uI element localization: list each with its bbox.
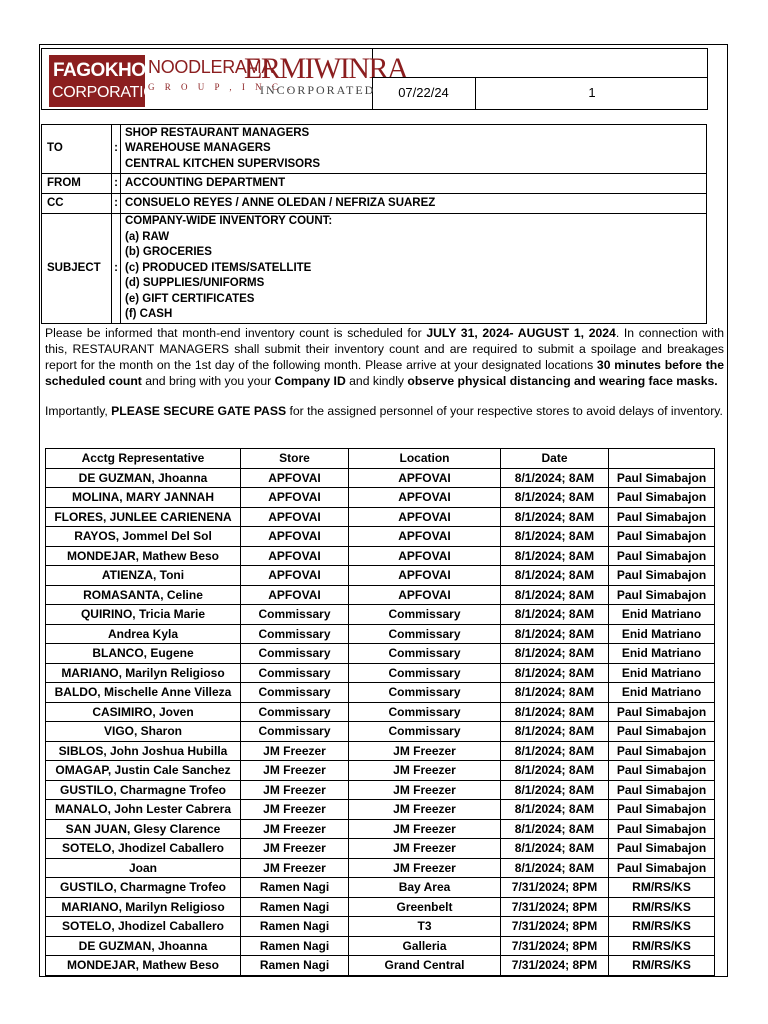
location-cell: Commissary [349, 644, 501, 664]
location-cell: Commissary [349, 663, 501, 683]
table-row [46, 702, 715, 722]
subject-row [42, 214, 707, 324]
location-cell: Galleria [349, 936, 501, 956]
paragraph-gate-pass: Importantly, PLEASE SECURE GATE PASS for the assigned personnel of your respective stores to avoid delays of inventory. [45, 404, 723, 418]
date-cell: 7/31/2024; 8PM [501, 917, 609, 937]
table-row [46, 624, 715, 644]
date-cell: 8/1/2024; 8AM [501, 819, 609, 839]
table-row [46, 488, 715, 508]
subject-label: SUBJECT [42, 214, 112, 324]
store-cell: Commissary [241, 702, 349, 722]
store-cell: APFOVAI [241, 468, 349, 488]
date-cell: 8/1/2024; 8AM [501, 858, 609, 878]
col-header-store: Store [241, 449, 349, 469]
store-cell: Commissary [241, 605, 349, 625]
date-cell: 8/1/2024; 8AM [501, 585, 609, 605]
paragraph-schedule: Please be informed that month-end inventory count is scheduled for JULY 31, 2024- AUGUST 1, 2024. In connection with this, RESTAURANT MANAGERS shall submit their inventory count and are required to submit a spoilage and breakages report for the month on the 1st day of the following month. Please arrive at your designated locations 30 minutes before the scheduled count and bring with you your Company ID and kindly observe physical distancing and wearing face masks. [45, 326, 724, 388]
rep-cell: SIBLOS, John Joshua Hubilla [46, 741, 241, 761]
from-row [42, 174, 707, 194]
rep-cell: SAN JUAN, Glesy Clarence [46, 819, 241, 839]
store-cell: JM Freezer [241, 858, 349, 878]
memo-header [41, 48, 708, 110]
location-cell: JM Freezer [349, 780, 501, 800]
location-cell: Commissary [349, 722, 501, 742]
store-cell: JM Freezer [241, 741, 349, 761]
location-cell: Grand Central [349, 956, 501, 976]
col-header-supervisor [609, 449, 715, 469]
store-cell: Ramen Nagi [241, 956, 349, 976]
rep-cell: MANALO, John Lester Cabrera [46, 800, 241, 820]
location-cell: Bay Area [349, 878, 501, 898]
store-cell: Ramen Nagi [241, 897, 349, 917]
location-cell: APFOVAI [349, 546, 501, 566]
location-cell: JM Freezer [349, 800, 501, 820]
from-value: ACCOUNTING DEPARTMENT [121, 174, 707, 194]
schedule-body [46, 468, 715, 975]
date-cell: 8/1/2024; 8AM [501, 839, 609, 859]
supervisor-cell: Paul Simabajon [609, 488, 715, 508]
table-row [46, 897, 715, 917]
store-cell: JM Freezer [241, 819, 349, 839]
rep-cell: CASIMIRO, Joven [46, 702, 241, 722]
rep-cell: MARIANO, Marilyn Religioso [46, 897, 241, 917]
col-header-location: Location [349, 449, 501, 469]
colon: : [112, 194, 121, 214]
rep-cell: BALDO, Mischelle Anne Villeza [46, 683, 241, 703]
location-cell: APFOVAI [349, 507, 501, 527]
rep-cell: BLANCO, Eugene [46, 644, 241, 664]
store-cell: JM Freezer [241, 800, 349, 820]
supervisor-cell: Paul Simabajon [609, 761, 715, 781]
date-cell: 8/1/2024; 8AM [501, 624, 609, 644]
date-cell: 8/1/2024; 8AM [501, 761, 609, 781]
memo-date: 07/22/24 [372, 77, 476, 109]
rep-cell: GUSTILO, Charmagne Trofeo [46, 780, 241, 800]
colon: : [112, 214, 121, 324]
store-cell: Ramen Nagi [241, 878, 349, 898]
store-cell: Commissary [241, 644, 349, 664]
table-row [46, 741, 715, 761]
rep-cell: FLORES, JUNLEE CARIENENA [46, 507, 241, 527]
date-cell: 8/1/2024; 8AM [501, 683, 609, 703]
date-cell: 8/1/2024; 8AM [501, 468, 609, 488]
ermiwinra-logo: ERMIWINRA INCORPORATED [244, 52, 408, 97]
date-cell: 8/1/2024; 8AM [501, 702, 609, 722]
table-row [46, 936, 715, 956]
supervisor-cell: RM/RS/KS [609, 917, 715, 937]
supervisor-cell: Paul Simabajon [609, 566, 715, 586]
rep-cell: MONDEJAR, Mathew Beso [46, 956, 241, 976]
to-label: TO [42, 125, 112, 174]
table-row [46, 858, 715, 878]
date-cell: 8/1/2024; 8AM [501, 527, 609, 547]
supervisor-cell: RM/RS/KS [609, 936, 715, 956]
location-cell: JM Freezer [349, 761, 501, 781]
supervisor-cell: Paul Simabajon [609, 468, 715, 488]
location-cell: JM Freezer [349, 741, 501, 761]
supervisor-cell: Paul Simabajon [609, 800, 715, 820]
store-cell: JM Freezer [241, 839, 349, 859]
to-value: SHOP RESTAURANT MANAGERS WAREHOUSE MANAGERS CENTRAL KITCHEN SUPERVISORS [121, 125, 707, 174]
location-cell: Greenbelt [349, 897, 501, 917]
rep-cell: DE GUZMAN, Jhoanna [46, 468, 241, 488]
supervisor-cell: RM/RS/KS [609, 897, 715, 917]
table-row [46, 644, 715, 664]
store-cell: Commissary [241, 663, 349, 683]
date-cell: 8/1/2024; 8AM [501, 741, 609, 761]
store-cell: Commissary [241, 683, 349, 703]
rep-cell: MARIANO, Marilyn Religioso [46, 663, 241, 683]
location-cell: Commissary [349, 702, 501, 722]
date-cell: 7/31/2024; 8PM [501, 897, 609, 917]
store-cell: APFOVAI [241, 566, 349, 586]
supervisor-cell: RM/RS/KS [609, 956, 715, 976]
rep-cell: SOTELO, Jhodizel Caballero [46, 839, 241, 859]
supervisor-cell: Paul Simabajon [609, 780, 715, 800]
rep-cell: VIGO, Sharon [46, 722, 241, 742]
colon: : [112, 125, 121, 174]
supervisor-cell: Enid Matriano [609, 683, 715, 703]
cc-label: CC [42, 194, 112, 214]
table-row [46, 663, 715, 683]
table-row [46, 878, 715, 898]
supervisor-cell: Paul Simabajon [609, 527, 715, 547]
noodlerama-logo: NOODLERAMA G R O U P , I N C . [148, 57, 295, 92]
location-cell: JM Freezer [349, 819, 501, 839]
store-cell: APFOVAI [241, 546, 349, 566]
date-cell: 8/1/2024; 8AM [501, 566, 609, 586]
page-number: 1 [588, 85, 596, 100]
col-header-date: Date [501, 449, 609, 469]
location-cell: T3 [349, 917, 501, 937]
rep-cell: GUSTILO, Charmagne Trofeo [46, 878, 241, 898]
colon: : [112, 174, 121, 194]
col-header-rep: Acctg Representative [46, 449, 241, 469]
date-cell: 8/1/2024; 8AM [501, 663, 609, 683]
table-row [46, 956, 715, 976]
table-row [46, 780, 715, 800]
subject-value: COMPANY-WIDE INVENTORY COUNT: (a) RAW (b) GROCERIES (c) PRODUCED ITEMS/SATELLITE (d) SUPPLIES/UNIFORMS (e) GIFT CERTIFICATES (f) CASH [121, 214, 707, 324]
cc-value: CONSUELO REYES / ANNE OLEDAN / NEFRIZA SUAREZ [121, 194, 707, 214]
table-row [46, 917, 715, 937]
supervisor-cell: Paul Simabajon [609, 819, 715, 839]
schedule-header-row [46, 449, 715, 469]
store-cell: APFOVAI [241, 585, 349, 605]
supervisor-cell: Enid Matriano [609, 624, 715, 644]
table-row [46, 546, 715, 566]
table-row [46, 819, 715, 839]
header-blank-cell [372, 49, 707, 78]
location-cell: APFOVAI [349, 585, 501, 605]
schedule-table [45, 448, 715, 976]
rep-cell: MONDEJAR, Mathew Beso [46, 546, 241, 566]
supervisor-cell: Paul Simabajon [609, 722, 715, 742]
location-cell: JM Freezer [349, 839, 501, 859]
store-cell: Commissary [241, 624, 349, 644]
store-cell: APFOVAI [241, 507, 349, 527]
fagokho-logo: FAGOKHO CORPORATION [49, 55, 145, 107]
store-cell: JM Freezer [241, 780, 349, 800]
from-label: FROM [42, 174, 112, 194]
location-cell: JM Freezer [349, 858, 501, 878]
supervisor-cell: Paul Simabajon [609, 858, 715, 878]
supervisor-cell: RM/RS/KS [609, 878, 715, 898]
date-cell: 8/1/2024; 8AM [501, 605, 609, 625]
rep-cell: ROMASANTA, Celine [46, 585, 241, 605]
table-row [46, 468, 715, 488]
date-cell: 8/1/2024; 8AM [501, 488, 609, 508]
supervisor-cell: Paul Simabajon [609, 741, 715, 761]
supervisor-cell: Enid Matriano [609, 644, 715, 664]
location-cell: Commissary [349, 624, 501, 644]
table-row [46, 722, 715, 742]
date-cell: 8/1/2024; 8AM [501, 507, 609, 527]
store-cell: Ramen Nagi [241, 936, 349, 956]
rep-cell: Joan [46, 858, 241, 878]
table-row [46, 800, 715, 820]
table-row [46, 585, 715, 605]
location-cell: Commissary [349, 683, 501, 703]
supervisor-cell: Paul Simabajon [609, 839, 715, 859]
supervisor-cell: Paul Simabajon [609, 585, 715, 605]
supervisor-cell: Enid Matriano [609, 605, 715, 625]
table-row [46, 566, 715, 586]
date-cell: 7/31/2024; 8PM [501, 936, 609, 956]
supervisor-cell: Enid Matriano [609, 663, 715, 683]
table-row [46, 761, 715, 781]
supervisor-cell: Paul Simabajon [609, 546, 715, 566]
date-cell: 8/1/2024; 8AM [501, 644, 609, 664]
location-cell: APFOVAI [349, 488, 501, 508]
company-logos [42, 49, 408, 109]
rep-cell: QUIRINO, Tricia Marie [46, 605, 241, 625]
store-cell: Ramen Nagi [241, 917, 349, 937]
date-cell: 8/1/2024; 8AM [501, 722, 609, 742]
location-cell: APFOVAI [349, 566, 501, 586]
rep-cell: DE GUZMAN, Jhoanna [46, 936, 241, 956]
store-cell: JM Freezer [241, 761, 349, 781]
store-cell: APFOVAI [241, 488, 349, 508]
rep-cell: Andrea Kyla [46, 624, 241, 644]
table-row [46, 683, 715, 703]
rep-cell: SOTELO, Jhodizel Caballero [46, 917, 241, 937]
date-cell: 8/1/2024; 8AM [501, 546, 609, 566]
date-cell: 7/31/2024; 8PM [501, 956, 609, 976]
supervisor-cell: Paul Simabajon [609, 507, 715, 527]
location-cell: APFOVAI [349, 527, 501, 547]
rep-cell: RAYOS, Jommel Del Sol [46, 527, 241, 547]
rep-cell: OMAGAP, Justin Cale Sanchez [46, 761, 241, 781]
rep-cell: ATIENZA, Toni [46, 566, 241, 586]
memo-routing-table [41, 124, 707, 324]
location-cell: APFOVAI [349, 468, 501, 488]
store-cell: APFOVAI [241, 527, 349, 547]
table-row [46, 527, 715, 547]
memo-body [45, 325, 724, 419]
store-cell: Commissary [241, 722, 349, 742]
rep-cell: MOLINA, MARY JANNAH [46, 488, 241, 508]
location-cell: Commissary [349, 605, 501, 625]
date-cell: 8/1/2024; 8AM [501, 800, 609, 820]
to-row [42, 125, 707, 174]
date-cell: 7/31/2024; 8PM [501, 878, 609, 898]
table-row [46, 507, 715, 527]
table-row [46, 839, 715, 859]
memo-page [39, 44, 728, 977]
table-row [46, 605, 715, 625]
supervisor-cell: Paul Simabajon [609, 702, 715, 722]
cc-row [42, 194, 707, 214]
date-cell: 8/1/2024; 8AM [501, 780, 609, 800]
